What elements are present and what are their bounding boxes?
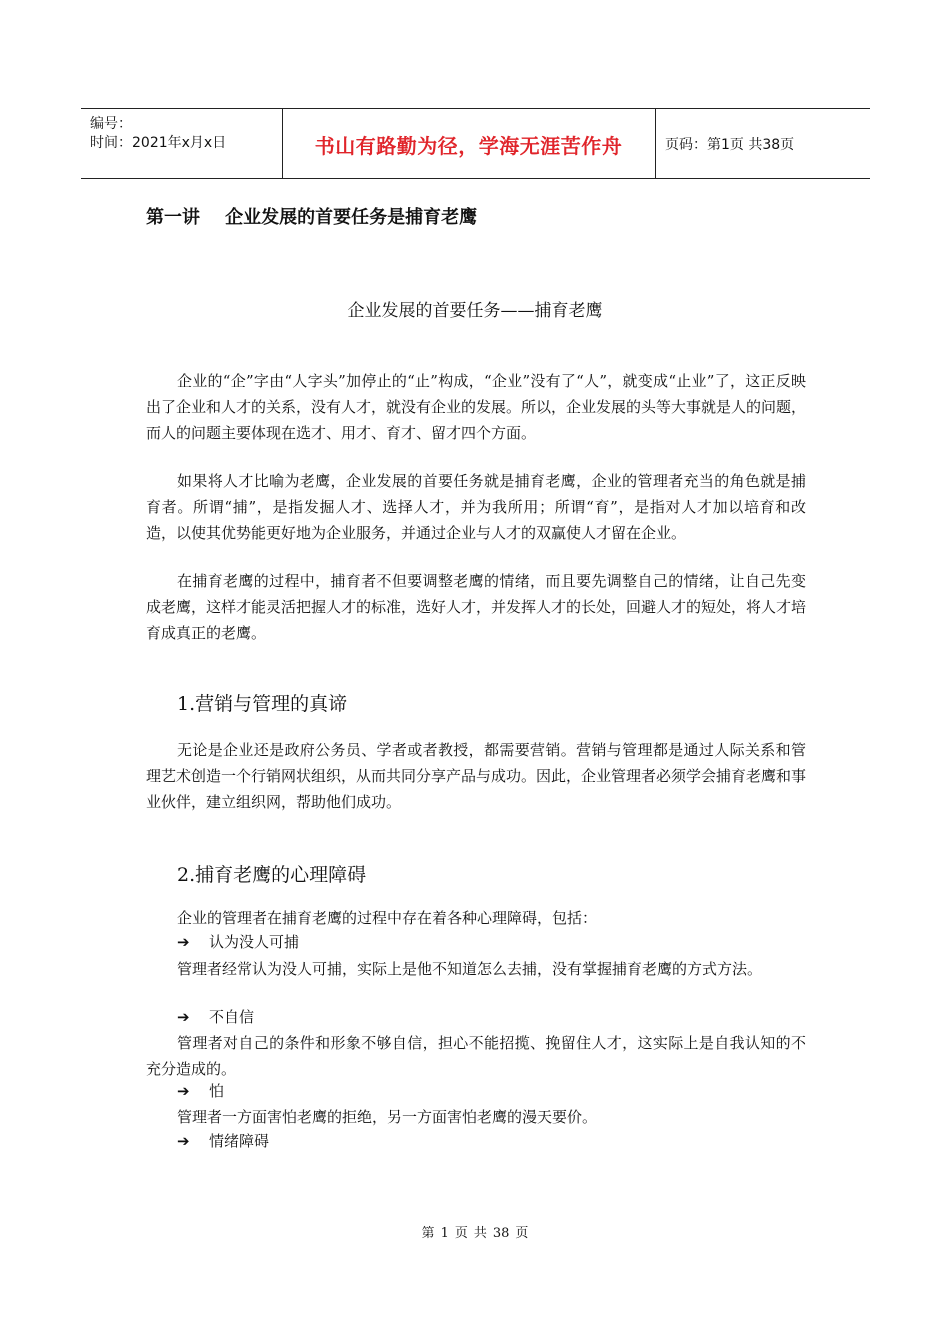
time-label: 时间：2021年x月x日 bbox=[90, 135, 227, 151]
arrow-right-icon: ➔ bbox=[177, 933, 190, 951]
bullet-item bbox=[177, 1080, 224, 1102]
number-label: 编号： bbox=[90, 116, 132, 132]
bullet-paragraph: 管理者一方面害怕老鹰的拒绝，另一方面害怕老鹰的漫天要价。 bbox=[177, 1108, 598, 1126]
bullet-item bbox=[177, 931, 299, 953]
footer-total-pages: 38 bbox=[492, 1226, 510, 1241]
footer-text: 页 bbox=[454, 1226, 468, 1241]
intro-paragraph: 企业的“企”字由“人字头”加停止的“止”构成，“企业”没有了“人”，就变成“止业”了，这正反映出了企业和人才的关系，没有人才，就没有企业的发展。所以，企业发展的头等大事就是人的问题，而人的问题主要体现在选才、用才、育才、留才四个方面。 bbox=[146, 372, 807, 442]
bullet-label: 不自信 bbox=[209, 1008, 255, 1026]
arrow-right-icon: ➔ bbox=[177, 1132, 190, 1150]
section-heading: 2.捕育老鹰的心理障碍 bbox=[177, 864, 367, 886]
section-heading: 1.营销与管理的真谛 bbox=[177, 693, 348, 715]
motto: 书山有路勤为径，学海无涯苦作舟 bbox=[314, 134, 623, 158]
lecture-title: 第一讲 企业发展的首要任务是捕育老鹰 bbox=[146, 207, 478, 228]
footer-text: 共 bbox=[473, 1226, 487, 1241]
bullet-label: 情绪障碍 bbox=[209, 1132, 270, 1150]
footer-text: 第 bbox=[421, 1226, 435, 1241]
intro-paragraph: 在捕育老鹰的过程中，捕育者不但要调整老鹰的情绪，而且要先调整自己的情绪，让自己先变成老鹰，这样才能灵活把握人才的标准，选好人才，并发挥人才的长处，回避人才的短处，将人才培育成真正的老鹰。 bbox=[146, 572, 807, 642]
bullet-item bbox=[177, 1006, 254, 1028]
footer-text: 页 bbox=[515, 1226, 529, 1241]
page-info: 页码：第1页 共38页 bbox=[665, 137, 795, 153]
bullet-label: 怕 bbox=[209, 1082, 225, 1100]
page-header bbox=[81, 108, 870, 179]
bullet-paragraph: 管理者对自己的条件和形象不够自信，担心不能招揽、挽留住人才，这实际上是自我认知的不充分造成的。 bbox=[146, 1034, 806, 1078]
bullet-label: 认为没人可捕 bbox=[209, 933, 300, 951]
bullet-paragraph: 管理者经常认为没人可捕，实际上是他不知道怎么去捕，没有掌握捕育老鹰的方式方法。 bbox=[177, 960, 763, 978]
header-divider bbox=[655, 109, 656, 178]
article-title: 企业发展的首要任务——捕育老鹰 bbox=[347, 301, 603, 321]
intro-paragraph: 如果将人才比喻为老鹰，企业发展的首要任务就是捕育老鹰，企业的管理者充当的角色就是捕育者。所谓“捕”，是指发掘人才、选择人才，并为我所用；所谓“育”，是指对人才加以培育和改造，以使其优势能更好地为企业服务，并通过企业与人才的双赢使人才留在企业。 bbox=[146, 472, 806, 542]
footer-page-number: 1 bbox=[440, 1226, 449, 1241]
bullet-item bbox=[177, 1130, 269, 1152]
arrow-right-icon: ➔ bbox=[177, 1082, 190, 1100]
arrow-right-icon: ➔ bbox=[177, 1008, 190, 1026]
section-paragraph: 无论是企业还是政府公务员、学者或者教授，都需要营销。营销与管理都是通过人际关系和管理艺术创造一个行销网状组织，从而共同分享产品与成功。因此，企业管理者必须学会捕育老鹰和事业伙伴，建立组织网，帮助他们成功。 bbox=[146, 741, 807, 811]
page-footer bbox=[0, 1222, 950, 1241]
section-paragraph: 企业的管理者在捕育老鹰的过程中存在着各种心理障碍，包括： bbox=[177, 909, 598, 927]
